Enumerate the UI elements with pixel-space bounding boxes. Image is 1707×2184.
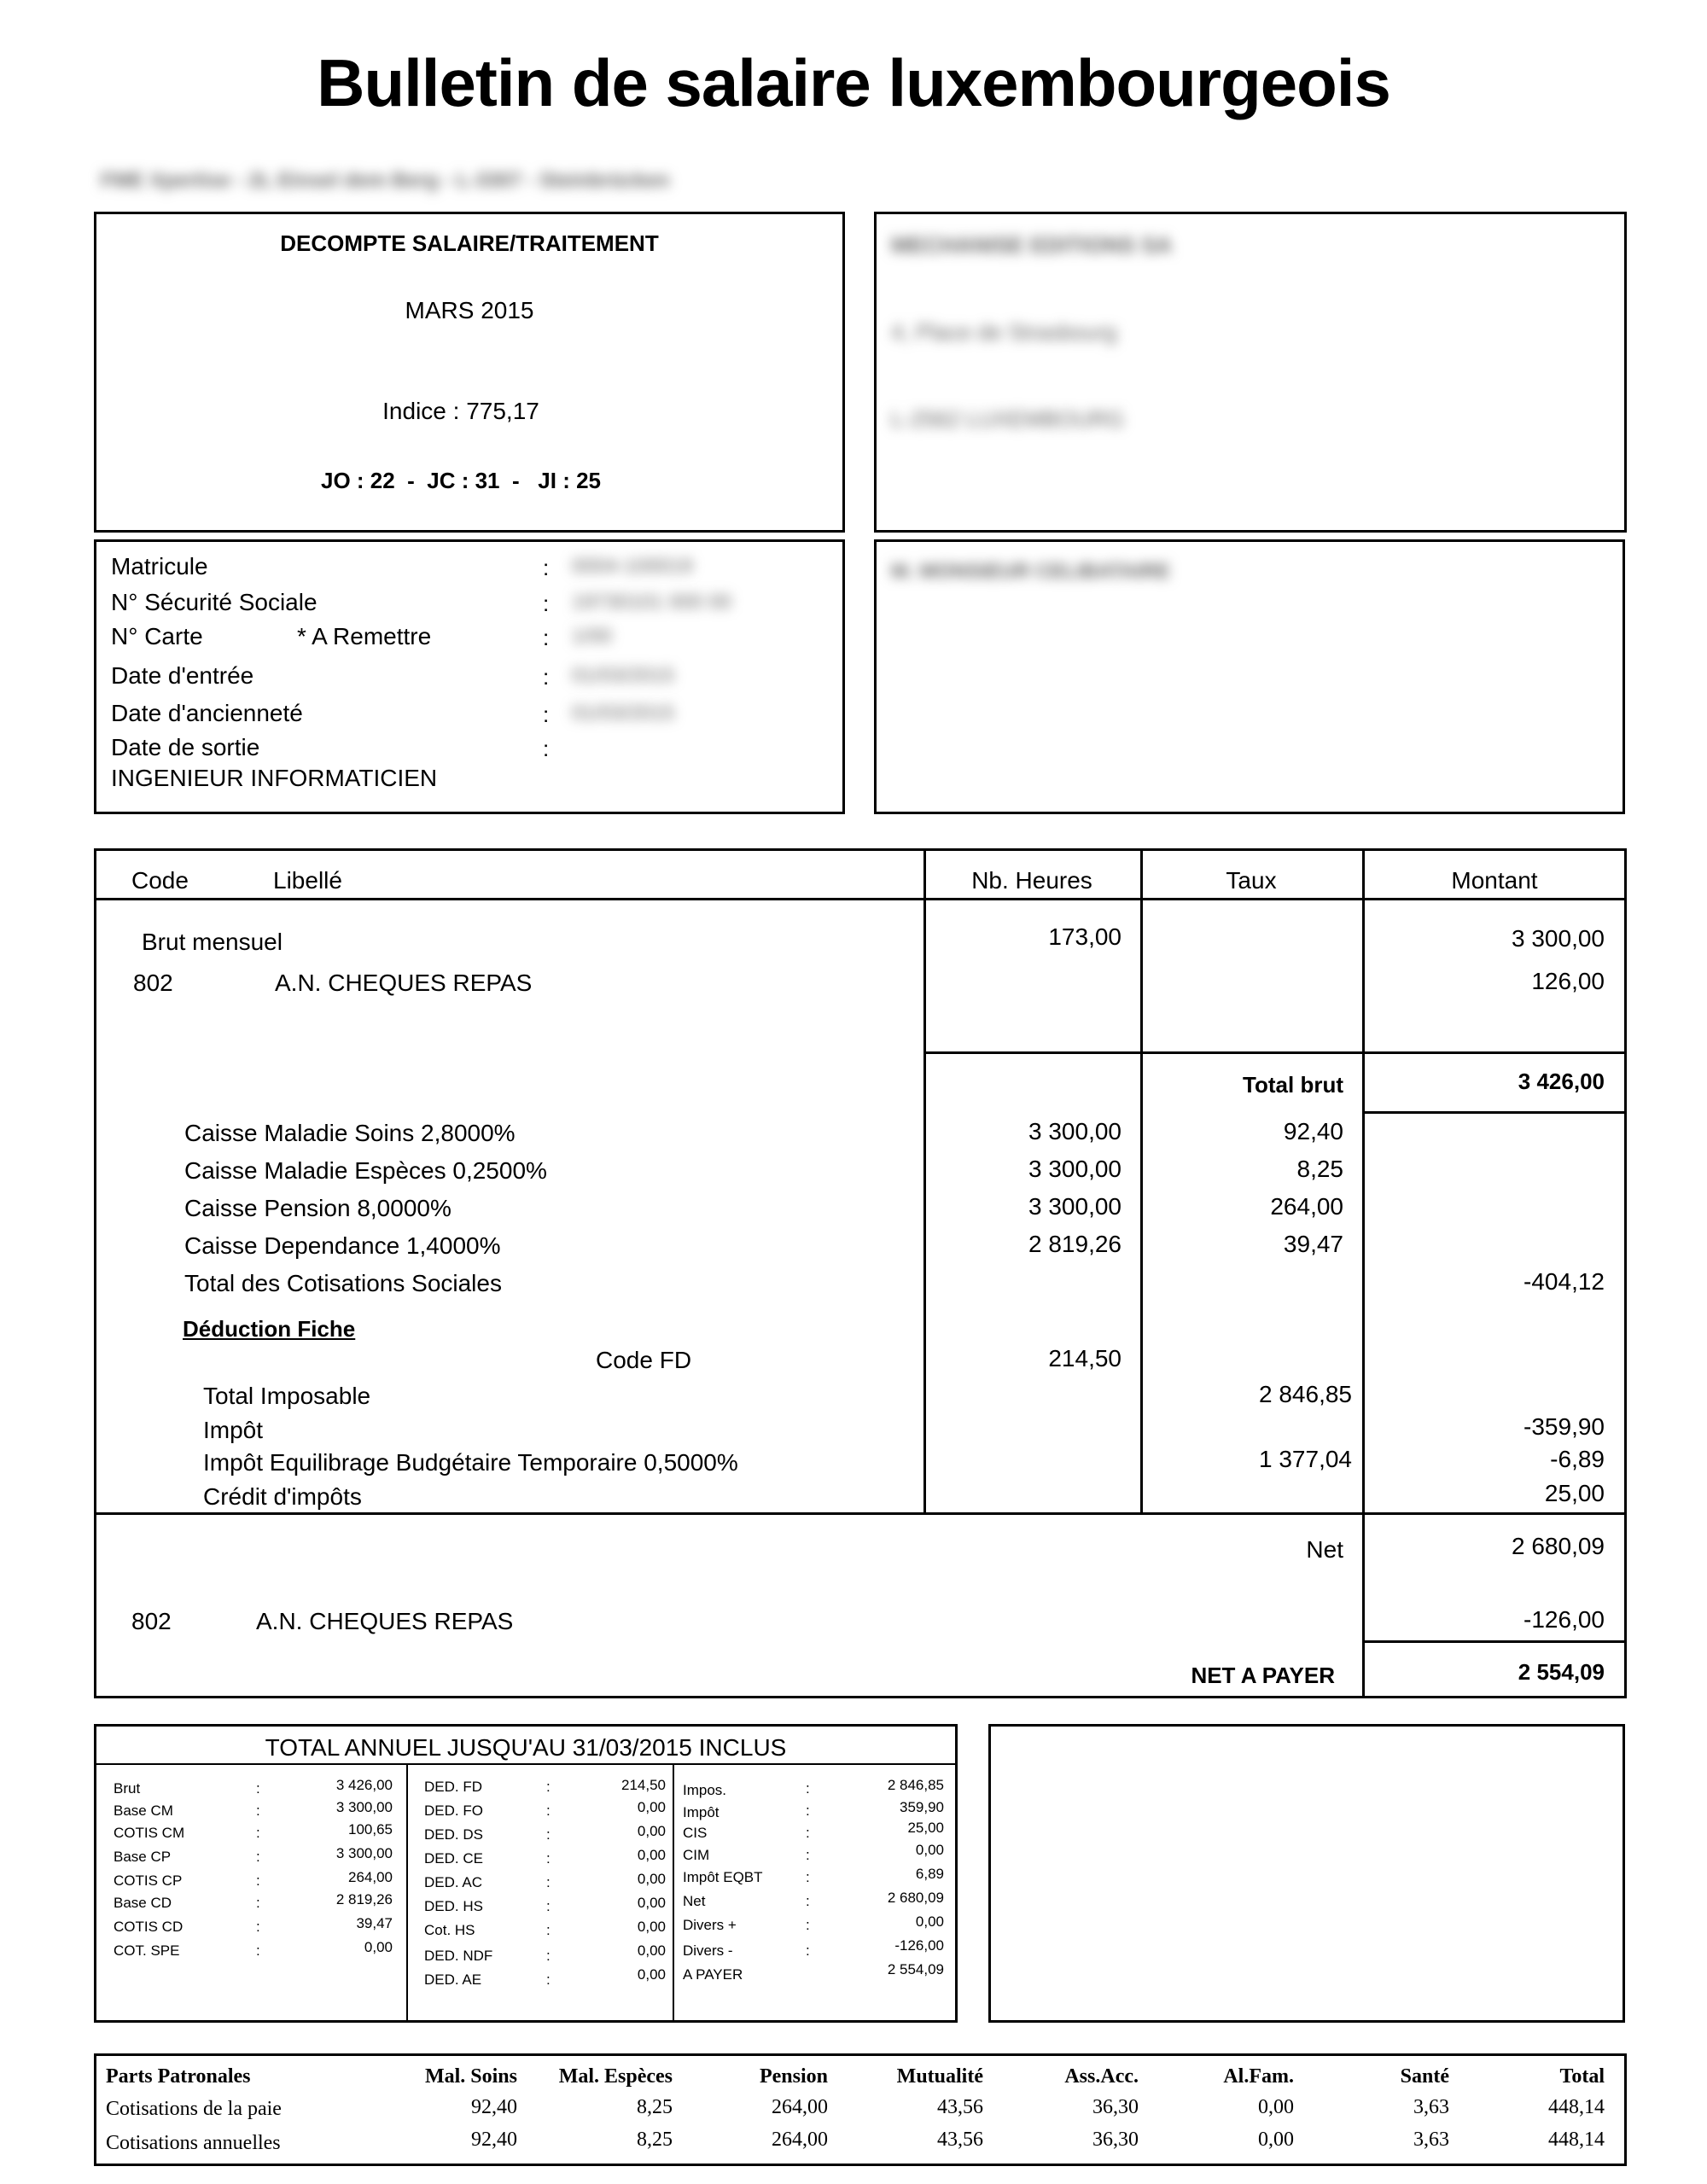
cotisation-label: Caisse Maladie Soins 2,8000% <box>184 1120 516 1146</box>
deduction-fiche-label: Déduction Fiche <box>183 1316 356 1342</box>
colon: : <box>256 1849 260 1865</box>
annual-label: CIS <box>683 1825 708 1841</box>
annual-label: A PAYER <box>683 1966 743 1983</box>
patronales-cell: 264,00 <box>772 2129 828 2151</box>
annual-label: Divers - <box>683 1942 733 1959</box>
colon: : <box>543 591 550 616</box>
annual-value: 2 846,85 <box>887 1777 944 1793</box>
annual-label: Impôt EQBT <box>683 1869 763 1885</box>
patronales-cell: 3,63 <box>1413 2129 1449 2151</box>
patronales-header: Pension <box>759 2065 828 2088</box>
patronales-header: Total <box>1559 2065 1605 2088</box>
value-anciennete: 01/03/2015 <box>572 702 675 725</box>
address-box <box>874 212 1627 533</box>
decompte-heading: DECOMPTE SALAIRE/TRAITEMENT <box>280 230 659 256</box>
annual-label: COTIS CD <box>114 1919 184 1935</box>
annual-value: 0,00 <box>915 1913 944 1930</box>
employer-line: FME Xpertise - 2L Einsel dem Berg - L-3307 - Steinbrücken <box>101 169 670 192</box>
colon: : <box>806 1803 810 1819</box>
total-brut-underline <box>1362 1111 1627 1114</box>
ieb-base: 1 377,04 <box>1259 1446 1352 1472</box>
cotisation-label: Caisse Dependance 1,4000% <box>184 1232 501 1259</box>
cotisation-base: 3 300,00 <box>1028 1193 1121 1220</box>
annual-value: 0,00 <box>915 1842 944 1858</box>
cheque-montant: 126,00 <box>1531 968 1605 994</box>
annual-value: 2 819,26 <box>335 1891 393 1907</box>
brut-heures: 173,00 <box>1048 923 1121 950</box>
colon: : <box>546 1898 551 1914</box>
address-city: L-2562 LUXEMBOURG <box>891 406 1125 432</box>
annual-label: DED. AC <box>424 1874 483 1890</box>
patronales-cell: 92,40 <box>471 2129 517 2151</box>
colon: : <box>546 1779 551 1795</box>
colon: : <box>256 1942 260 1959</box>
ieb-label: Impôt Equilibrage Budgétaire Temporaire 0,5000% <box>203 1449 738 1476</box>
patronales-cell: 36,30 <box>1092 2129 1139 2151</box>
net-a-payer: 2 554,09 <box>1518 1659 1605 1685</box>
total-brut-label: Total brut <box>1243 1072 1343 1098</box>
value-carte: 1/00 <box>572 625 612 648</box>
patronales-header: Mal. Soins <box>424 2065 517 2088</box>
patronales-cell: 43,56 <box>937 2129 983 2151</box>
colon: : <box>543 625 550 650</box>
annual-label: CIM <box>683 1847 710 1863</box>
cheque-code: 802 <box>133 970 173 996</box>
colon: : <box>806 1780 810 1797</box>
patronales-row-label: Cotisations de la paie <box>106 2098 282 2120</box>
code-fd: 214,50 <box>1048 1345 1121 1372</box>
total-cotisations: -404,12 <box>1523 1268 1605 1295</box>
colon: : <box>806 1942 810 1959</box>
annual-label: DED. NDF <box>424 1948 493 1964</box>
colon: : <box>256 1803 260 1819</box>
annual-label: DED. FD <box>424 1779 482 1795</box>
brut-label: Brut mensuel <box>142 929 283 955</box>
job-title: INGENIEUR INFORMATICIEN <box>111 765 438 791</box>
annual-value: 0,00 <box>637 1847 666 1863</box>
label-carte: N° Carte <box>111 623 203 649</box>
colon: : <box>256 1895 260 1911</box>
annual-label: COTIS CM <box>114 1825 185 1841</box>
annual-value: 0,00 <box>637 1966 666 1983</box>
header-heures: Nb. Heures <box>971 867 1092 894</box>
patronales-cell: 0,00 <box>1258 2129 1294 2151</box>
annual-label: DED. DS <box>424 1826 483 1843</box>
credit: 25,00 <box>1544 1480 1605 1506</box>
annual-col-divider <box>673 1763 674 2023</box>
colon: : <box>543 664 550 690</box>
cheque2: -126,00 <box>1523 1606 1605 1633</box>
annual-value: 0,00 <box>637 1799 666 1815</box>
cotisation-taux: 8,25 <box>1296 1156 1343 1182</box>
value-entree: 01/03/2015 <box>572 664 675 687</box>
decompte-jours: JO : 22 - JC : 31 - JI : 25 <box>320 468 601 493</box>
patronales-header-label: Parts Patronales <box>106 2065 251 2088</box>
cotisation-taux: 264,00 <box>1270 1193 1343 1220</box>
colon: : <box>806 1893 810 1909</box>
label-anciennete: Date d'ancienneté <box>111 700 303 726</box>
address-company: MECHANISE EDITIONS SA <box>891 232 1173 258</box>
patronales-header: Al.Fam. <box>1223 2065 1294 2088</box>
annual-label: COT. SPE <box>114 1942 180 1959</box>
value-matricule: 0004-100019 <box>572 555 693 578</box>
total-imposable: 2 846,85 <box>1259 1381 1352 1407</box>
annual-label: COTIS CP <box>114 1872 183 1889</box>
annual-value: 214,50 <box>621 1777 666 1793</box>
total-brut: 3 426,00 <box>1518 1069 1605 1094</box>
cheque2-label: A.N. CHEQUES REPAS <box>256 1608 514 1634</box>
annual-col-divider <box>406 1763 408 2023</box>
patronales-cell: 36,30 <box>1092 2096 1139 2118</box>
net-a-payer-label: NET A PAYER <box>1191 1663 1335 1688</box>
annual-value: 264,00 <box>348 1869 393 1885</box>
cotisation-base: 3 300,00 <box>1028 1118 1121 1144</box>
annual-value: 25,00 <box>907 1820 944 1836</box>
annual-value: 2 680,09 <box>887 1890 944 1906</box>
annual-value: 0,00 <box>637 1823 666 1839</box>
header-libelle: Libellé <box>273 867 342 894</box>
annual-label: Divers + <box>683 1917 737 1933</box>
net: 2 680,09 <box>1512 1533 1605 1559</box>
annual-value: 39,47 <box>356 1915 393 1931</box>
annual-label: Brut <box>114 1780 141 1797</box>
patronales-cell: 3,63 <box>1413 2096 1449 2118</box>
patronales-cell: 8,25 <box>637 2129 673 2151</box>
annual-value: 0,00 <box>637 1895 666 1911</box>
colon: : <box>256 1780 260 1797</box>
cotisation-base: 3 300,00 <box>1028 1156 1121 1182</box>
colon: : <box>256 1872 260 1889</box>
annual-label: Net <box>683 1893 706 1909</box>
address-street: 4, Place de Strasbourg <box>891 319 1117 345</box>
net-label: Net <box>1306 1536 1343 1563</box>
annual-label: Base CP <box>114 1849 172 1865</box>
recipient-name: M. MONSIEUR CELIBATAIRE <box>891 560 1171 583</box>
annual-label: Base CD <box>114 1895 172 1911</box>
cotisation-taux: 39,47 <box>1283 1231 1343 1257</box>
colon: : <box>546 1874 551 1890</box>
patronales-header: Ass.Acc. <box>1064 2065 1139 2088</box>
total-cotisations-label: Total des Cotisations Sociales <box>184 1270 502 1296</box>
colon: : <box>543 702 550 727</box>
label-carte-note: * A Remettre <box>297 623 432 649</box>
colon: : <box>256 1919 260 1935</box>
cotisation-label: Caisse Pension 8,0000% <box>184 1195 452 1221</box>
colon: : <box>546 1922 551 1938</box>
patronales-row-label: Cotisations annuelles <box>106 2132 281 2154</box>
value-secu: 19730101 000 00 <box>572 591 731 614</box>
patronales-cell: 92,40 <box>471 2096 517 2118</box>
header-montant: Montant <box>1451 867 1538 894</box>
annual-label: Impos. <box>683 1782 727 1798</box>
impot-label: Impôt <box>203 1417 264 1443</box>
patronales-header: Santé <box>1400 2065 1449 2088</box>
colon: : <box>806 1869 810 1885</box>
patronales-cell: 448,14 <box>1548 2129 1605 2151</box>
header-taux: Taux <box>1226 867 1277 894</box>
annual-value: 6,89 <box>915 1866 944 1882</box>
annual-value: 3 300,00 <box>335 1845 393 1861</box>
annual-value: -126,00 <box>894 1937 944 1954</box>
impot: -359,90 <box>1523 1413 1605 1440</box>
colon: : <box>546 1803 551 1819</box>
annual-value: 0,00 <box>637 1871 666 1887</box>
patronales-cell: 264,00 <box>772 2096 828 2118</box>
colon: : <box>806 1847 810 1863</box>
cheque-label: A.N. CHEQUES REPAS <box>275 970 533 996</box>
label-matricule: Matricule <box>111 553 208 579</box>
colon: : <box>256 1825 260 1841</box>
label-entree: Date d'entrée <box>111 662 254 689</box>
colon: : <box>806 1917 810 1933</box>
annual-label: DED. FO <box>424 1803 483 1819</box>
cotisation-label: Caisse Maladie Espèces 0,2500% <box>184 1157 547 1184</box>
annual-label: Cot. HS <box>424 1922 475 1938</box>
cheque2-code: 802 <box>131 1608 172 1634</box>
patronales-header: Mutualité <box>896 2065 983 2088</box>
colon: : <box>543 555 550 580</box>
total-imposable-label: Total Imposable <box>203 1383 371 1409</box>
net-divider <box>94 1512 1627 1515</box>
decompte-period: MARS 2015 <box>405 297 534 323</box>
annual-label: Base CM <box>114 1803 173 1819</box>
annual-title-divider <box>94 1763 958 1765</box>
label-sortie: Date de sortie <box>111 734 260 760</box>
annual-label: DED. AE <box>424 1971 482 1988</box>
annual-value: 0,00 <box>637 1942 666 1959</box>
annual-label: DED. HS <box>424 1898 483 1914</box>
annual-label: Impôt <box>683 1804 720 1820</box>
colon: : <box>543 736 550 761</box>
empty-box <box>988 1724 1625 2023</box>
annual-value: 0,00 <box>364 1939 393 1955</box>
code-fd-label: Code FD <box>596 1347 692 1373</box>
colon: : <box>806 1825 810 1841</box>
credit-label: Crédit d'impôts <box>203 1483 362 1510</box>
net-payer-divider <box>1362 1640 1627 1643</box>
annual-value: 3 426,00 <box>335 1777 393 1793</box>
decompte-indice: Indice : 775,17 <box>382 398 539 424</box>
annual-title: TOTAL ANNUEL JUSQU'AU 31/03/2015 INCLUS <box>265 1734 787 1761</box>
annual-value: 100,65 <box>348 1821 393 1837</box>
annual-value: 0,00 <box>637 1919 666 1935</box>
annual-label: DED. CE <box>424 1850 483 1867</box>
page-title: Bulletin de salaire luxembourgeois <box>317 45 1390 120</box>
annual-value: 359,90 <box>900 1799 944 1815</box>
annual-value: 3 300,00 <box>335 1799 393 1815</box>
patronales-cell: 8,25 <box>637 2096 673 2118</box>
colon: : <box>546 1971 551 1988</box>
header-code: Code <box>131 867 189 894</box>
total-brut-divider <box>923 1051 1627 1054</box>
patronales-cell: 448,14 <box>1548 2096 1605 2118</box>
cotisation-taux: 92,40 <box>1283 1118 1343 1144</box>
colon: : <box>546 1948 551 1964</box>
brut-montant: 3 300,00 <box>1512 925 1605 952</box>
colon: : <box>546 1850 551 1867</box>
annual-value: 2 554,09 <box>887 1961 944 1977</box>
header-divider <box>94 898 1627 900</box>
patronales-cell: 0,00 <box>1258 2096 1294 2118</box>
patronales-header: Mal. Espèces <box>558 2065 673 2088</box>
colon: : <box>546 1826 551 1843</box>
cotisation-base: 2 819,26 <box>1028 1231 1121 1257</box>
ieb: -6,89 <box>1550 1446 1605 1472</box>
patronales-cell: 43,56 <box>937 2096 983 2118</box>
label-secu: N° Sécurité Sociale <box>111 589 318 615</box>
